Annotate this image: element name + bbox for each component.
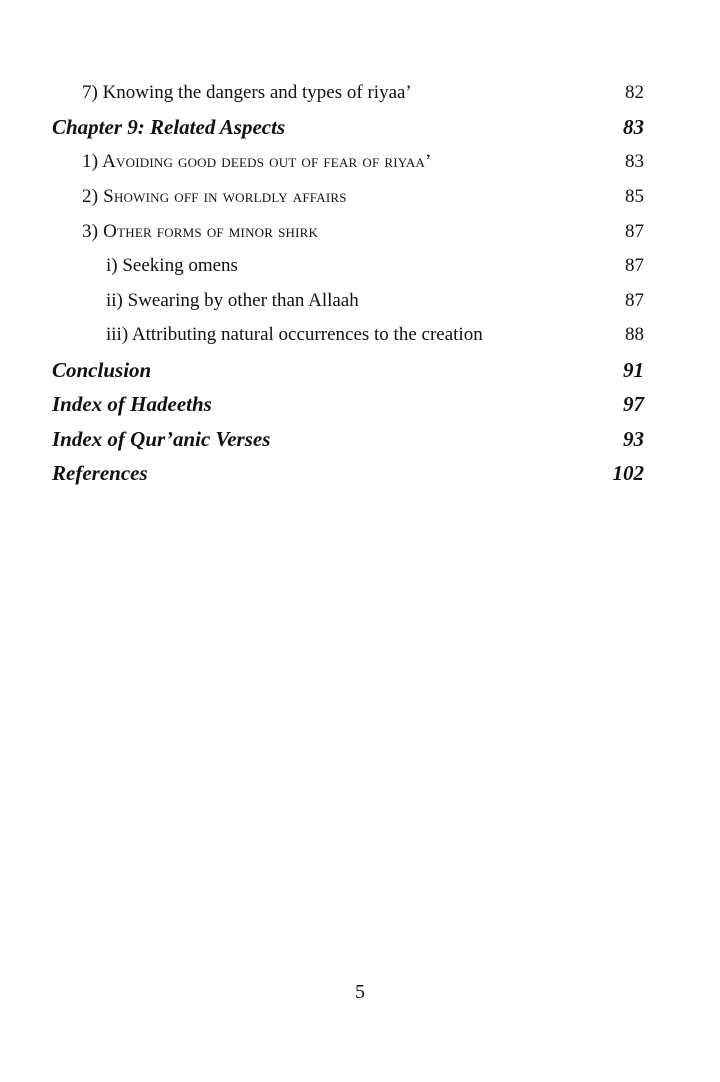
toc-entry-page: 87 <box>625 255 644 277</box>
toc-entry-page: 88 <box>625 324 644 346</box>
toc-entry-page: 102 <box>612 461 644 486</box>
toc-entry-title: Index of Qur’anic Verses <box>52 426 271 451</box>
toc-entry <box>50 214 648 249</box>
toc-entry-page: 91 <box>623 357 644 382</box>
toc-entry-title: Conclusion <box>52 357 152 382</box>
toc-entry-title: iii) Attributing natural occurrences to the creation <box>106 324 483 346</box>
toc-entry-page: 97 <box>623 392 644 417</box>
toc-entry-page: 87 <box>625 220 644 242</box>
toc-entry-title: 2) Showing off in worldly affairs <box>82 186 347 208</box>
toc-entry-title: References <box>52 461 148 486</box>
toc-subentry <box>50 318 648 353</box>
table-of-contents <box>50 76 648 491</box>
toc-entry <box>50 145 648 180</box>
toc-chapter-heading <box>50 387 648 422</box>
page-number: 5 <box>355 981 365 1003</box>
toc-entry-page: 85 <box>625 186 644 208</box>
toc-entry-title: i) Seeking omens <box>106 255 238 277</box>
toc-chapter-heading <box>50 111 648 146</box>
toc-entry-title: 3) Other forms of minor shirk <box>82 220 319 242</box>
toc-entry-title: 7) Knowing the dangers and types of riyaa’ <box>82 82 412 104</box>
toc-subentry <box>50 249 648 284</box>
toc-subentry <box>50 284 648 319</box>
toc-entry-title: Chapter 9: Related Aspects <box>52 115 286 140</box>
toc-entry-page: 82 <box>625 82 644 104</box>
toc-entry-title: Index of Hadeeths <box>52 392 212 417</box>
toc-entry <box>50 76 648 111</box>
toc-chapter-heading <box>50 353 648 388</box>
toc-chapter-heading <box>50 422 648 457</box>
toc-entry <box>50 180 648 215</box>
toc-entry-page: 83 <box>623 115 644 140</box>
toc-entry-page: 83 <box>625 151 644 173</box>
toc-entry-page: 87 <box>625 289 644 311</box>
toc-entry-page: 93 <box>623 426 644 451</box>
toc-entry-title: ii) Swearing by other than Allaah <box>106 289 359 311</box>
toc-chapter-heading <box>50 457 648 492</box>
toc-entry-title: 1) Avoiding good deeds out of fear of riyaa’ <box>82 151 432 173</box>
